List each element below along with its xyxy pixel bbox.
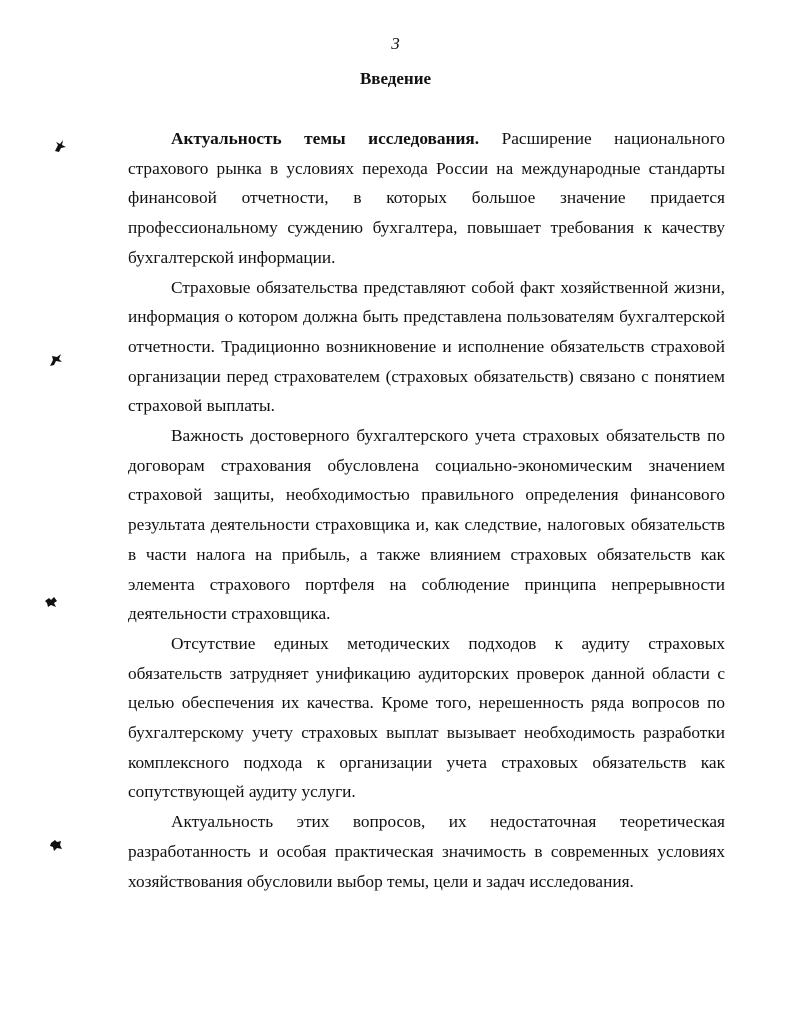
paragraph-3: Важность достоверного бухгалтерского учета страховых обязательств по договорам страхования обусловлена социально-экономическим значением страховой защиты, необходимостью правильного определения финансового результата деятельности страховщика и, как следствие, налоговых обязательств в части налога на прибыль, а также влиянием страховых обязательств как элемента страхового портфеля на соблюдение принципа непрерывности деятельности страховщика. <box>128 426 725 624</box>
paragraph-2: Страховые обязательства представляют собой факт хозяйственной жизни, информация о котором должна быть представлена пользователям бухгалтерской отчетности. Традиционно возникновение и исполнение обязательств страховой организации перед страхователем (страховых обязательств) связано с понятием страховой выплаты. <box>128 277 725 416</box>
paragraph-text: Расширение национального страхового рынка в условиях перехода России на международные стандарты финансовой отчетности, в которых большое значение придается профессиональному суждению бухгалтера, повышает требования к качеству бухгалтерской информации. <box>128 129 725 267</box>
scan-blot-icon <box>49 353 63 367</box>
body-text <box>128 124 725 896</box>
paragraph-4: Отсутствие единых методических подходов к аудиту страховых обязательств затрудняет унификацию аудиторских проверок данной области с целью обеспечения их качества. Кроме того, нерешенность ряда вопросов по бухгалтерскому учету страховых выплат вызывает необходимость разработки комплексного подхода к организации учета страховых обязательств как сопутствующей аудиту услуги. <box>128 633 725 802</box>
scan-blot-icon <box>53 139 67 153</box>
paragraph-lead: Актуальность темы исследования. <box>171 129 480 148</box>
scan-blot-icon <box>44 595 58 609</box>
page-heading: Введение <box>359 69 432 88</box>
scan-blot-icon <box>49 838 63 852</box>
page-number: 3 <box>391 34 400 53</box>
paragraph-5: Актуальность этих вопросов, их недостаточная теоретическая разработанность и особая практическая значимость в современных условиях хозяйствования обусловили выбор темы, цели и задач исследования. <box>128 812 725 891</box>
paragraph-1 <box>128 124 725 273</box>
